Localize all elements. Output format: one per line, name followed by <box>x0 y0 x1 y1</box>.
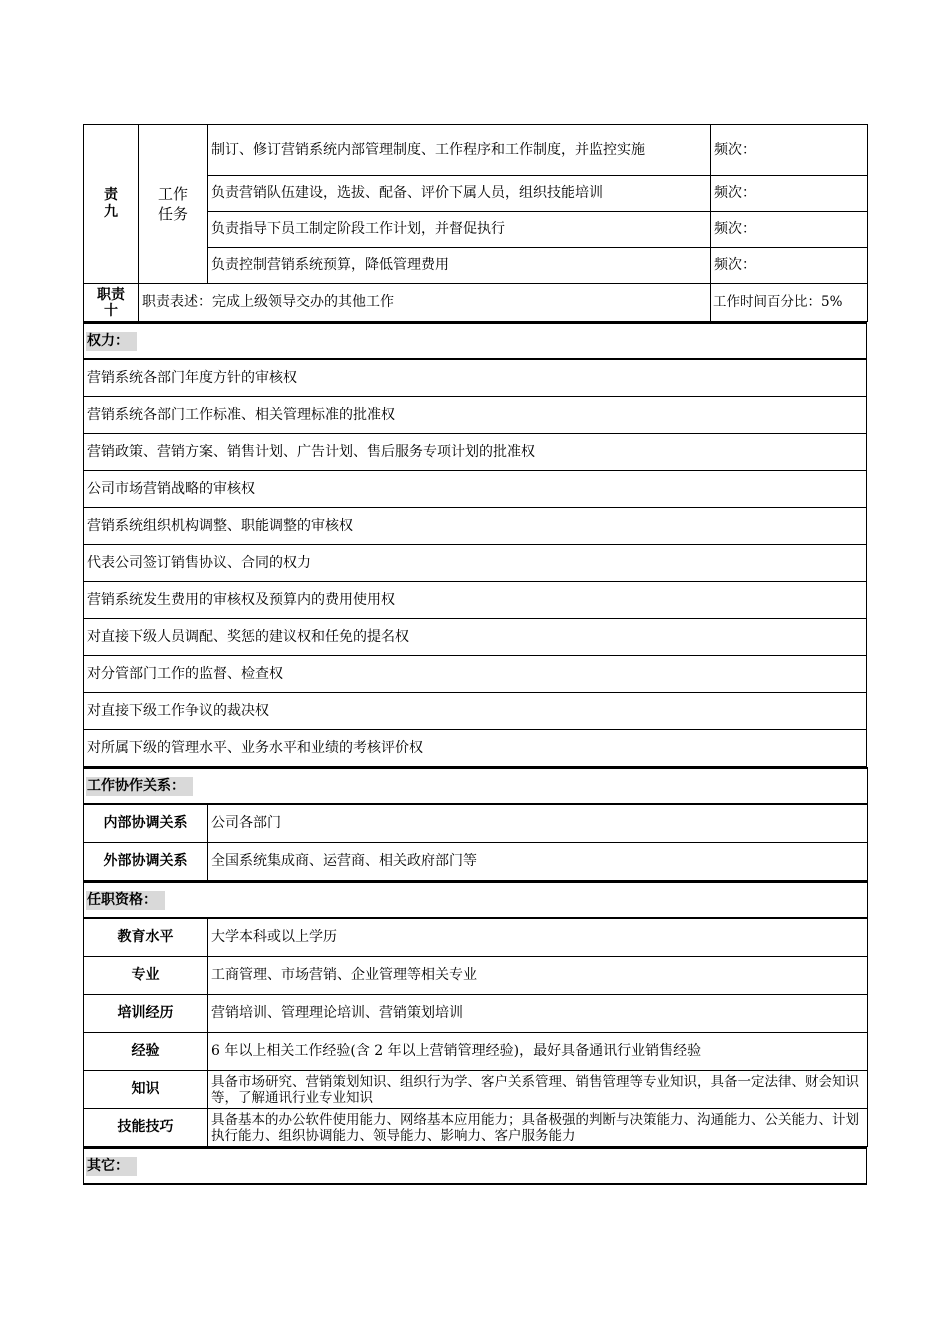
duty9-label: 责 九 <box>84 125 139 284</box>
authority-item: 公司市场营销战略的审核权 <box>84 471 867 508</box>
external-relation-row <box>84 843 868 881</box>
major-value: 工商管理、市场营销、企业管理等相关专业 <box>208 957 868 995</box>
duty10-row <box>84 284 868 322</box>
internal-relation-label: 内部协调关系 <box>84 804 208 843</box>
knowledge-label: 知识 <box>84 1071 208 1109</box>
internal-relation-value: 公司各部门 <box>208 804 868 843</box>
authority-item: 营销系统各部门年度方针的审核权 <box>84 359 867 397</box>
authority-item: 营销系统各部门工作标准、相关管理标准的批准权 <box>84 397 867 434</box>
authority-item: 对直接下级工作争议的裁决权 <box>84 693 867 730</box>
duty9-task-text: 负责营销队伍建设，选拔、配备、评价下属人员，组织技能培训 <box>208 176 711 212</box>
major-row <box>84 957 868 995</box>
relations-table <box>83 767 868 881</box>
duty9-task-frequency: 频次： <box>711 125 868 176</box>
relations-header: 工作协作关系： <box>86 777 193 796</box>
qualifications-header-row <box>84 882 868 918</box>
authority-item: 营销系统组织机构调整、职能调整的审核权 <box>84 508 867 545</box>
duty-table <box>83 124 868 322</box>
external-relation-value: 全国系统集成商、运营商、相关政府部门等 <box>208 843 868 881</box>
duty9-task-row-1 <box>84 125 868 176</box>
skills-value: 具备基本的办公软件使用能力、网络基本应用能力；具备极强的判断与决策能力、沟通能力、公关能力、计划执行能力、组织协调能力、领导能力、影响力、客户服务能力 <box>208 1109 868 1147</box>
skills-label: 技能技巧 <box>84 1109 208 1147</box>
authority-item: 对分管部门工作的监督、检查权 <box>84 656 867 693</box>
skills-row <box>84 1109 868 1147</box>
other-table <box>83 1147 867 1185</box>
duty9-task-text: 负责指导下员工制定阶段工作计划，并督促执行 <box>208 212 711 248</box>
duty9-task-text: 负责控制营销系统预算，降低管理费用 <box>208 248 711 284</box>
qualifications-table <box>83 881 868 1147</box>
authority-table <box>83 322 867 767</box>
duty10-label: 职责 十 <box>84 284 139 322</box>
relations-header-row <box>84 768 868 804</box>
duty10-description: 职责表述：完成上级领导交办的其他工作 <box>139 284 711 322</box>
duty10-time-percent: 工作时间百分比：5% <box>711 284 868 322</box>
duty9-task-frequency: 频次： <box>711 248 868 284</box>
external-relation-label: 外部协调关系 <box>84 843 208 881</box>
knowledge-row <box>84 1071 868 1109</box>
internal-relation-row <box>84 804 868 843</box>
education-row <box>84 918 868 957</box>
authority-item: 对所属下级的管理水平、业务水平和业绩的考核评价权 <box>84 730 867 767</box>
duty9-task-label: 工作 任务 <box>139 125 208 284</box>
education-value: 大学本科或以上学历 <box>208 918 868 957</box>
authority-item: 对直接下级人员调配、奖惩的建议权和任免的提名权 <box>84 619 867 656</box>
knowledge-value: 具备市场研究、营销策划知识、组织行为学、客户关系管理、销售管理等专业知识，具备一定法律、财会知识等，了解通讯行业专业知识 <box>208 1071 868 1109</box>
experience-value: 6 年以上相关工作经验(含 2 年以上营销管理经验)，最好具备通讯行业销售经验 <box>208 1033 868 1071</box>
experience-label: 经验 <box>84 1033 208 1071</box>
other-header: 其它： <box>86 1157 137 1176</box>
training-row <box>84 995 868 1033</box>
major-label: 专业 <box>84 957 208 995</box>
authority-header-row <box>84 323 867 359</box>
authority-header: 权力： <box>86 332 137 351</box>
authority-item: 代表公司签订销售协议、合同的权力 <box>84 545 867 582</box>
training-label: 培训经历 <box>84 995 208 1033</box>
education-label: 教育水平 <box>84 918 208 957</box>
duty9-task-frequency: 频次： <box>711 212 868 248</box>
authority-item: 营销系统发生费用的审核权及预算内的费用使用权 <box>84 582 867 619</box>
other-header-row <box>84 1148 867 1184</box>
qualifications-header: 任职资格： <box>86 891 165 910</box>
authority-item: 营销政策、营销方案、销售计划、广告计划、售后服务专项计划的批准权 <box>84 434 867 471</box>
job-description-sheet <box>83 124 867 1185</box>
experience-row <box>84 1033 868 1071</box>
duty9-task-frequency: 频次： <box>711 176 868 212</box>
training-value: 营销培训、管理理论培训、营销策划培训 <box>208 995 868 1033</box>
duty9-task-text: 制订、修订营销系统内部管理制度、工作程序和工作制度，并监控实施 <box>208 125 711 176</box>
